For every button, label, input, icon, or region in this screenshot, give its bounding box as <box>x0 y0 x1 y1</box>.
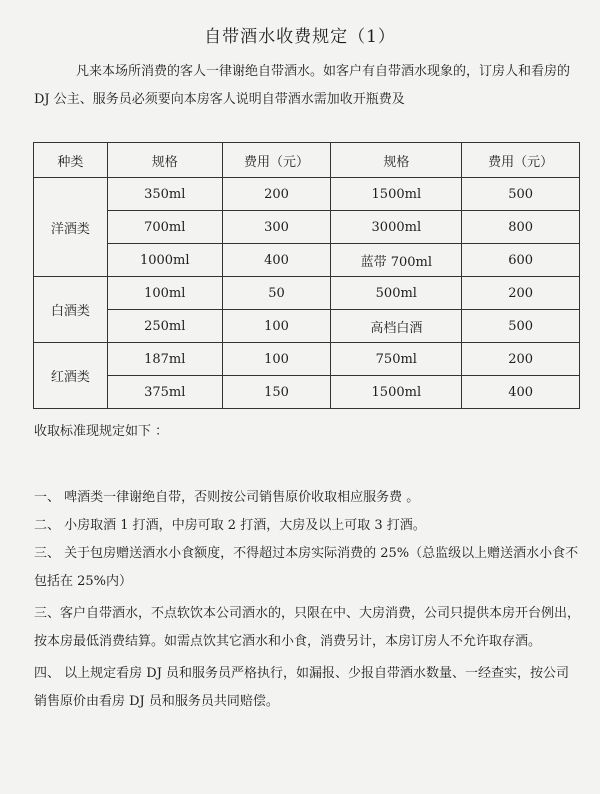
table-cell: 400 <box>222 244 331 277</box>
table-cell: 500ml <box>331 277 462 310</box>
table-cell: 300 <box>222 211 331 244</box>
table-cell: 400 <box>462 376 580 409</box>
table-cell: 800 <box>462 211 580 244</box>
table-row <box>34 178 580 211</box>
table-cell: 187ml <box>107 343 222 376</box>
table-cell: 200 <box>462 343 580 376</box>
table-cell: 50 <box>222 277 331 310</box>
header-spec-2: 规格 <box>331 143 462 178</box>
table-cell: 250ml <box>107 310 222 343</box>
rule-item: 一、 啤酒类一律谢绝自带，否则按公司销售原价收取相应服务费 。 <box>34 490 420 505</box>
table-cell: 200 <box>222 178 331 211</box>
table-cell: 高档白酒 <box>331 310 462 343</box>
header-fee-2: 费用（元） <box>462 143 580 178</box>
table-cell: 1000ml <box>107 244 222 277</box>
table-cell: 200 <box>462 277 580 310</box>
table-cell: 600 <box>462 244 580 277</box>
table-cell: 1500ml <box>331 178 462 211</box>
table-cell: 375ml <box>107 376 222 409</box>
table-cell: 500 <box>462 178 580 211</box>
rules-list <box>34 484 580 716</box>
fee-table <box>33 142 580 409</box>
rule-item: 二、 小房取酒 1 打酒，中房可取 2 打酒，大房及以上可取 3 打酒。 <box>34 518 426 533</box>
table-cell: 700ml <box>107 211 222 244</box>
table-row <box>34 244 580 277</box>
rule-item: 三、客户自带酒水，不点软饮本公司酒水的，只限在中、大房消费，公司只提供本房开台例出，按本房最低消费结算。如需点饮其它酒水和小食，消费另计，本房订房人不允许取存酒。 <box>34 606 581 649</box>
header-spec: 规格 <box>107 143 222 178</box>
table-row <box>34 310 580 343</box>
intro-paragraph: 凡来本场所消费的客人一律谢绝自带酒水。如客户有自带酒水现象的，订房人和看房的 DJ 公主、服务员必须要向本房客人说明自带酒水需加收开瓶费及 <box>34 64 571 107</box>
header-category: 种类 <box>34 143 108 178</box>
table-cell: 3000ml <box>331 211 462 244</box>
document-title: 自带酒水收费规定（1） <box>204 27 396 47</box>
standards-heading: 收取标准现规定如下 ： <box>34 424 169 439</box>
table-row <box>34 211 580 244</box>
table-cell: 750ml <box>331 343 462 376</box>
rule-item: 四、 以上规定看房 DJ 员和服务员严格执行，如漏报、少报自带酒水数量、一经查实，按公司销售原价由看房 DJ 员和服务员共同赔偿。 <box>34 666 570 709</box>
category-cell: 洋酒类 <box>34 178 108 277</box>
table-cell: 100ml <box>107 277 222 310</box>
table-row <box>34 277 580 310</box>
table-cell: 蓝带 700ml <box>331 244 462 277</box>
category-cell: 白酒类 <box>34 277 108 343</box>
category-cell: 红酒类 <box>34 343 108 409</box>
table-row <box>34 376 580 409</box>
table-cell: 150 <box>222 376 331 409</box>
table-cell: 1500ml <box>331 376 462 409</box>
table-row <box>34 343 580 376</box>
table-cell: 100 <box>222 310 331 343</box>
table-header-row <box>34 143 580 178</box>
table-cell: 350ml <box>107 178 222 211</box>
rule-item: 三、 关于包房赠送酒水小食额度，不得超过本房实际消费的 25%（总监级以上赠送酒水小食不包括在 25%内） <box>34 546 579 589</box>
table-cell: 500 <box>462 310 580 343</box>
table-cell: 100 <box>222 343 331 376</box>
header-fee: 费用（元） <box>222 143 331 178</box>
